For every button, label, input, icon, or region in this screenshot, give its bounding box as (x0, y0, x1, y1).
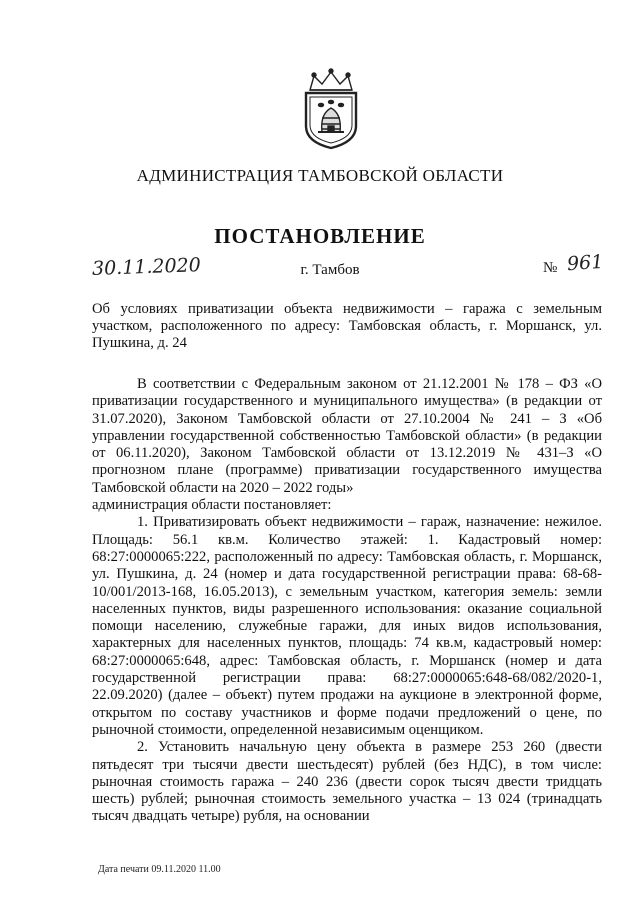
handwritten-document-number: 961 (566, 250, 604, 276)
clause-1-paragraph: 1. Приватизировать объект недвижимости – гараж, назначение: нежилое. Площадь: 56.1 кв.м. Количество этажей: 1. Кадастровый номер: 68:27:0000065:222, расположенный по адресу: Тамбовская область, г. Моршанск, ул. Пушкина, д. 24 (номер и дата государственной регистрации права: 68-68-10/001/2013-168, 16.05.2013), с земельным участком, категория земель: земли населенных пунктов, виды разрешенного использования: оказание социальной помощи населению, служебные гаражи, для иных видов использования, характерных для населенных пунктов, площадь: 74 кв.м, кадастровый номер: 68:27:0000065:648, адрес: Тамбовская область, г. Моршанск (номер и дата государственной регистрации права: 68:27:0000065:648-68/082/2020-1, 22.09.2020) (далее – объект) путем продажи на аукционе в электронной форме, открытом по составу участников и форме подачи предложений о цене, по рыночной стоимости, определенной независимым оценщиком. (92, 514, 602, 738)
document-number-label: № (543, 260, 558, 276)
print-date-footer: Дата печати 09.11.2020 11.00 (98, 864, 221, 875)
document-body (92, 376, 602, 826)
clause-2-paragraph: 2. Установить начальную цену объекта в размере 253 260 (двести пятьдесят три тысячи двести шестьдесят) рублей (без НДС), в том числе: рыночная стоимость гаража – 240 236 (двести сорок тысяч двести тридцать шесть) рублей; рыночная стоимость земельного участка – 13 024 (тринадцать тысяч двадцать четыре) рубля, на основании (92, 739, 602, 825)
document-subject: Об условиях приватизации объекта недвижимости – гаража с земельным участком, расположенного по адресу: Тамбовская область, г. Моршанск, ул. Пушкина, д. 24 (92, 301, 602, 351)
coat-of-arms-emblem (296, 66, 366, 150)
issue-city: г. Тамбов (300, 262, 360, 278)
preamble-paragraph: В соответствии с Федеральным законом от 21.12.2001 № 178 – ФЗ «О приватизации государственного и муниципального имущества» (в редакции от 31.07.2020), Законом Тамбовской области от 27.10.2004 № 241 – З «Об управлении государственной собственностью Тамбовской области» (в редакции от 06.11.2020), Законом Тамбовской области от 13.12.2019 № 431–З «О прогнозном плане (программе) приватизации государственного имущества Тамбовской области на 2020 – 2022 годы» (92, 376, 602, 496)
resolution-phrase: администрация области постановляет: (92, 497, 332, 514)
document-type-title: ПОСТАНОВЛЕНИЕ (214, 224, 426, 248)
agency-name: АДМИНИСТРАЦИЯ ТАМБОВСКОЙ ОБЛАСТИ (136, 166, 504, 185)
handwritten-date: 30.11.2020 (91, 254, 202, 280)
